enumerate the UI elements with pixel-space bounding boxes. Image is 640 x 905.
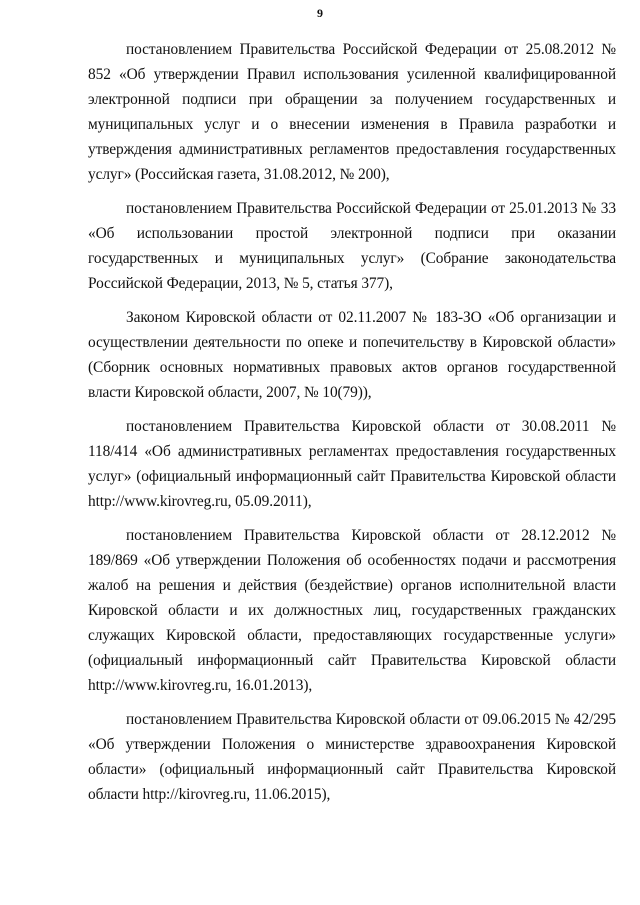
paragraph-decree-189-869: постановлением Правительства Кировской области от 28.12.2012 № 189/869 «Об утверждении Положения об особенностях подачи и рассмотрения жалоб на решения и действия (бездействие) органов исполнительной власти Кировской области и их должностных лиц, государственных гражданских служащих Кировской области, предоставляющих государственные услуги» (официальный информационный сайт Правительства Кировской области http://www.kirovreg.ru, 16.01.2013), (88, 527, 616, 694)
page-number: 9 (317, 6, 323, 20)
paragraph-decree-852: постановлением Правительства Российской Федерации от 25.08.2012 № 852 «Об утверждении Правил использования усиленной квалифицированной электронной подписи при обращении за получением государственных и муниципальных услуг и о внесении изменения в Правила разработки и утверждения административных регламентов предоставления государственных услуг» (Российская газета, 31.08.2012, № 200), (88, 41, 616, 183)
paragraph-decree-33: постановлением Правительства Российской Федерации от 25.01.2013 № 33 «Об использовании простой электронной подписи при оказании государственных и муниципальных услуг» (Собрание законодательства Российской Федерации, 2013, № 5, статья 377), (88, 200, 616, 292)
paragraph-decree-42-295: постановлением Правительства Кировской области от 09.06.2015 № 42/295 «Об утверждении Положения о министерстве здравоохранения Кировской области» (официальный информационный сайт Правительства Кировской области http://kirovreg.ru, 11.06.2015), (88, 711, 616, 803)
paragraph-decree-118-414: постановлением Правительства Кировской области от 30.08.2011 № 118/414 «Об административных регламентах предоставления государственных услуг» (официальный информационный сайт Правительства Кировской области http://www.kirovreg.ru, 05.09.2011), (88, 418, 616, 510)
document-body (88, 37, 616, 816)
paragraph-law-183-zo: Законом Кировской области от 02.11.2007 № 183-ЗО «Об организации и осуществлении деятельности по опеке и попечительству в Кировской области» (Сборник основных нормативных правовых актов органов государственной власти Кировской области, 2007, № 10(79)), (88, 309, 616, 401)
